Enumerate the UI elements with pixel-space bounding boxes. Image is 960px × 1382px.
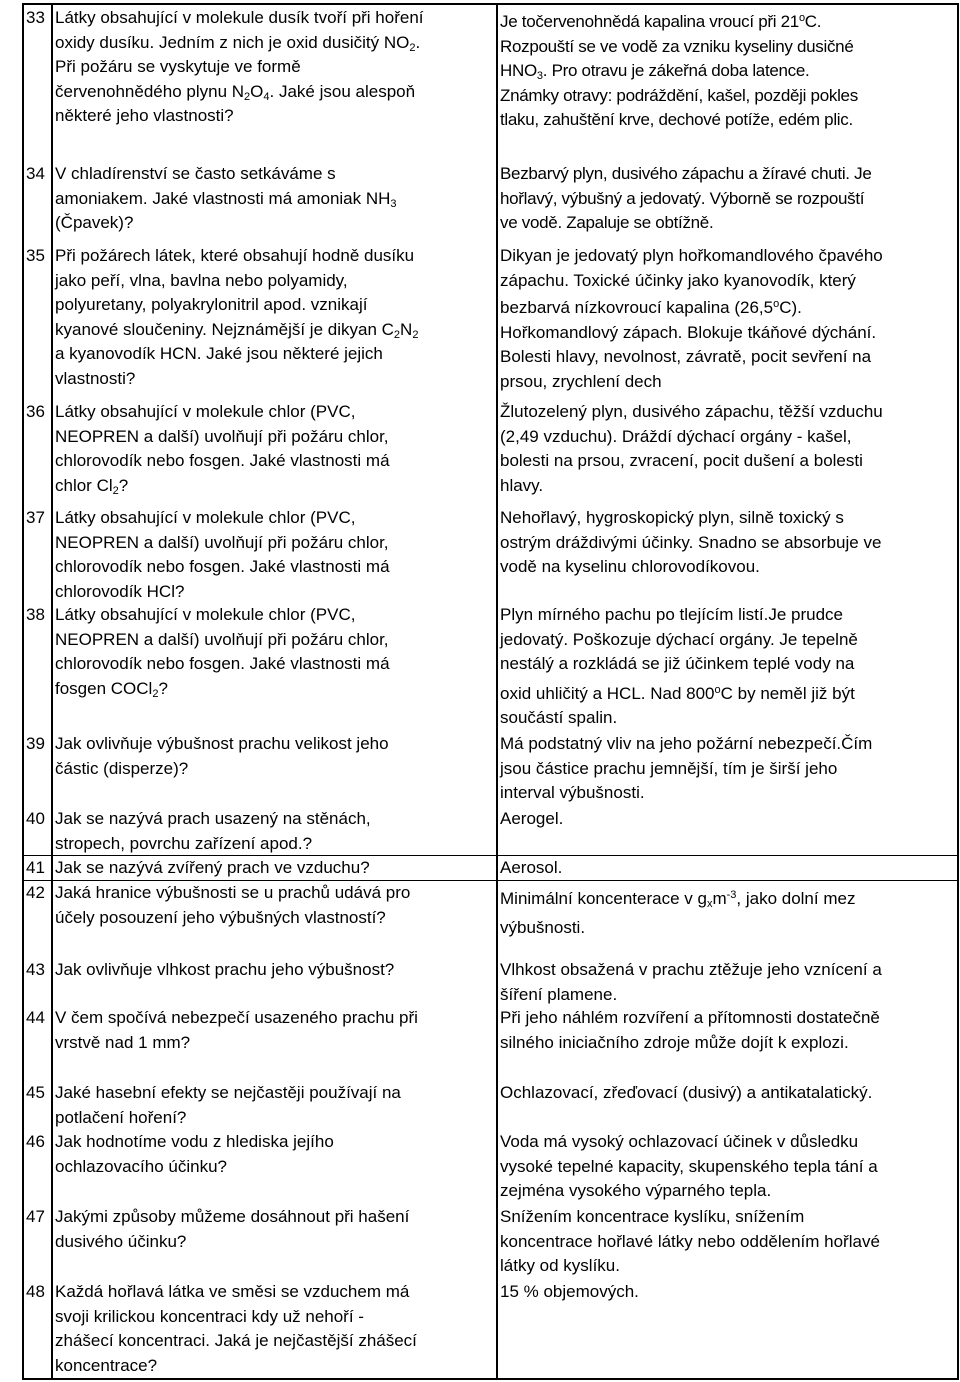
question: Látky obsahující v molekule chlor (PVC, NEOPREN a další) uvolňují při požáru chlor, chlorovodík nebo fosgen. Jaké vlastnosti má chlor $Cl_2$?	[55, 402, 390, 497]
answer: Nehořlavý, hygroskopický plyn, silně toxický s ostrým dráždivými účinky. Snadno se absorbuje ve vodě na kyselinu chlorovodíkovou.	[500, 508, 882, 576]
question: Látky obsahující v molekule chlor (PVC, NEOPREN a další) uvolňují při požáru chlor, chlorovodík nebo fosgen. Jaké vlastnosti má chlorovodík HCl?	[55, 508, 390, 601]
answer: Vlhkost obsažená v prachu ztěžuje jeho vznícení a šíření plamene.	[500, 960, 882, 1004]
row-number: 37	[26, 508, 45, 527]
answer: Dikyan je jedovatý plyn hořkomandlového čpavého zápachu. Toxické účinky jako kyanovodík, který bezbarvá nízkovroucí kapalina (26,5$^o$C). Hořkomandlový zápach. Blokuje tkáňové dýchání. Bolesti hlavy, nevolnost, závratě, pocit sevření na prsou, zrychlení dech	[500, 246, 883, 391]
table-border-top	[22, 3, 959, 5]
row-number: 47	[26, 1207, 45, 1226]
answer: Je točervenohnědá kapalina vroucí při 21$^o$C. Rozpouští se ve vodě za vzniku kyseliny dusičné $HNO_3$. Pro otravu je zákeřná doba latence. Známky otravy: podráždění, kašel, později pokles tlaku, zahuštění krve, dechové potíže, edém plic.	[500, 12, 858, 129]
answer: Ochlazovací, zřeďovací (dusivý) a antikatalatický.	[500, 1083, 873, 1102]
table-border-right	[957, 3, 959, 1380]
question: Jaké hasební efekty se nejčastěji používají na potlačení hoření?	[55, 1083, 401, 1127]
question: Při požárech látek, které obsahují hodně dusíku jako peří, vlna, bavlna nebo polyamidy, polyuretany, polyakrylonitril apod. vznikají kyanové sloučeniny. Nejznámější je dikyan $C_2N_2$ a kyanovodík HCN. Jaké jsou některé jejich vlastnosti?	[55, 246, 419, 388]
question: Každá hořlavá látka ve směsi se vzduchem má svoji krilickou koncentraci kdy už nehoří - zhášecí koncentraci. Jaká je nejčastější zhášecí koncentrace?	[55, 1282, 417, 1375]
question: V chladírenství se často setkáváme s amoniakem. Jaké vlastnosti má amoniak $NH_3$ (Čpavek)?	[55, 164, 397, 232]
answer: Žlutozelený plyn, dusivého zápachu, těžší vzduchu (2,49 vzduchu). Dráždí dýchací orgány - kašel, bolesti na prsou, zvracení, pocit dušení a bolesti hlavy.	[500, 402, 883, 495]
row-number: 44	[26, 1008, 45, 1027]
answer: Minimální koncenterace v $g_xm^{-3}$, jako dolní mez výbušnosti.	[500, 889, 856, 937]
question: Jakými způsoby můžeme dosáhnout při hašení dusivého účinku?	[55, 1207, 410, 1251]
answer: Aerosol.	[500, 858, 563, 877]
row-number: 48	[26, 1282, 45, 1301]
table-border-left	[22, 3, 24, 1380]
row-number: 35	[26, 246, 45, 265]
question: V čem spočívá nebezpečí usazeného prachu při vrstvě nad 1 mm?	[55, 1008, 418, 1052]
answer: Má podstatný vliv na jeho požární nebezpečí.Čím jsou částice prachu jemnější, tím je širší jeho interval výbušnosti.	[500, 734, 873, 802]
table-border-bottom	[22, 1378, 959, 1380]
row-number: 42	[26, 883, 45, 902]
row-number: 41	[26, 858, 45, 877]
question: Jak ovlivňuje vlhkost prachu jeho výbušnost?	[55, 960, 395, 979]
question: Látky obsahující v molekule chlor (PVC, NEOPREN a další) uvolňují při požáru chlor, chlorovodík nebo fosgen. Jaké vlastnosti má fosgen COCl$_2$?	[55, 605, 390, 700]
row-number: 43	[26, 960, 45, 979]
row-number: 46	[26, 1132, 45, 1151]
answer: Snížením koncentrace kyslíku, snížením koncentrace hořlavé látky nebo oddělením hořlavé látky od kyslíku.	[500, 1207, 880, 1275]
row-number: 45	[26, 1083, 45, 1102]
question: Jak ovlivňuje výbušnost prachu velikost jeho částic (disperze)?	[55, 734, 389, 778]
row-number: 33	[26, 8, 45, 27]
table-border-mid	[496, 3, 498, 1380]
answer: Aerogel.	[500, 809, 564, 828]
question: Jaká hranice výbušnosti se u prachů udává pro účely posouzení jeho výbušných vlastností?	[55, 883, 411, 927]
row-number: 39	[26, 734, 45, 753]
answer: Při jeho náhlém rozvíření a přítomnosti dostatečně silného iniciačního zdroje může dojít k explozi.	[500, 1008, 880, 1052]
question: Látky obsahující v molekule dusík tvoří při hoření oxidy dusíku. Jedním z nich je oxid dusičitý $NO_2$. Při požáru se vyskytuje ve formě červenohnědého plynu $N_2O_4$. Jaké jsou alespoň některé jeho vlastnosti?	[55, 8, 424, 125]
answer: Bezbarvý plyn, dusivého zápachu a žíravé chuti. Je hořlavý, výbušný a jedovatý. Výborně se rozpouští ve vodě. Zapaluje se obtížně.	[500, 164, 872, 232]
row-number: 40	[26, 809, 45, 828]
row-number: 38	[26, 605, 45, 624]
answer: 15 % objemových.	[500, 1282, 639, 1301]
question: Jak se nazývá prach usazený na stěnách, stropech, povrchu zařízení apod.?	[55, 809, 371, 853]
row-number: 36	[26, 402, 45, 421]
answer: Plyn mírného pachu po tlejícím listí.Je prudce jedovatý. Poškozuje dýchací orgány. Je tepelně nestálý a rozkládá se již účinkem teplé vody na oxid uhličitý a HCL. Nad 800$^o$C by neměl již být součástí spalin.	[500, 605, 858, 727]
table-border-num	[51, 3, 53, 1380]
question: Jak se nazývá zvířený prach ve vzduchu?	[55, 858, 370, 877]
question: Jak hodnotíme vodu z hlediska jejího ochlazovacího účinku?	[55, 1132, 334, 1176]
answer: Voda má vysoký ochlazovací účinek v důsledku vysoké tepelné kapacity, skupenského tepla tání a zejména vysokého výparného tepla.	[500, 1132, 878, 1200]
row-number: 34	[26, 164, 45, 183]
